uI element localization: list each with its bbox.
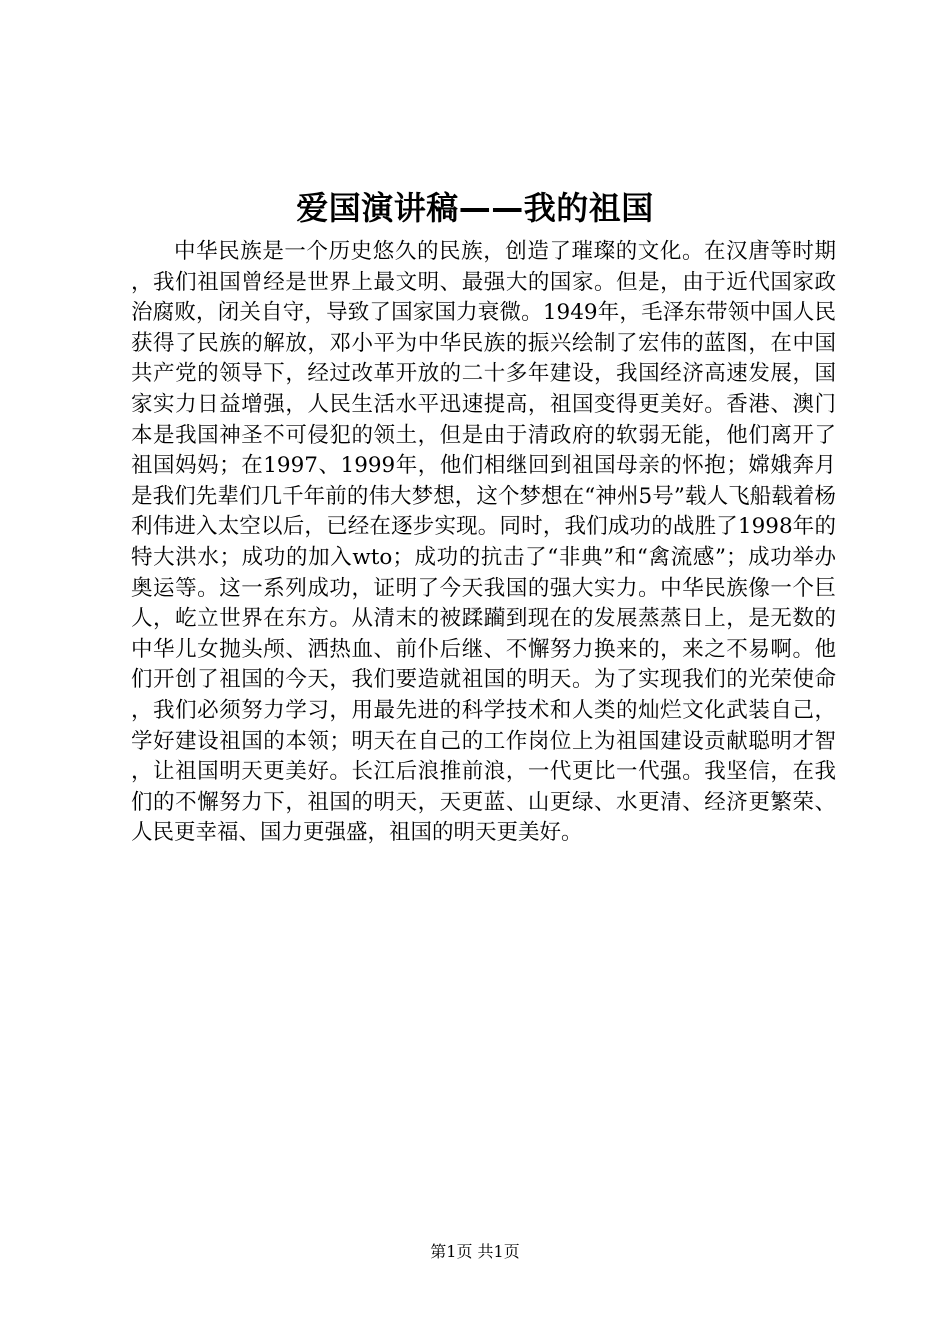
- page-indicator: 第1页 共1页: [430, 1242, 520, 1261]
- body-paragraph: 中华民族是一个历史悠久的民族，创造了璀璨的文化。在汉唐等时期，我们祖国曾经是世界上最文明、最强大的国家。但是，由于近代国家政治腐败，闭关自守，导致了国家国力衰微。1949年，毛泽东带领中国人民获得了民族的解放，邓小平为中华民族的振兴绘制了宏伟的蓝图，在中国共产党的领导下，经过改革开放的二十多年建设，我国经济高速发展，国家实力日益增强，人民生活水平迅速提高，祖国变得更美好。香港、澳门本是我国神圣不可侵犯的领土，但是由于清政府的软弱无能，他们离开了祖国妈妈；在1997、1999年，他们相继回到祖国母亲的怀抱；嫦娥奔月是我们先辈们几千年前的伟大梦想，这个梦想在“神州5号”载人飞船载着杨利伟进入太空以后，已经在逐步实现。同时，我们成功的战胜了1998年的特大洪水；成功的加入wto；成功的抗击了“非典”和“禽流感”；成功举办奥运等。这一系列成功，证明了今天我国的强大实力。中华民族像一个巨人，屹立世界在东方。从清末的被蹂躏到现在的发展蒸蒸日上，是无数的中华儿女抛头颅、洒热血、前仆后继、不懈努力换来的，来之不易啊。他们开创了祖国的今天，我们要造就祖国的明天。为了实现我们的光荣使命，我们必须努力学习，用最先进的科学技术和人类的灿烂文化武装自己，学好建设祖国的本领；明天在自己的工作岗位上为祖国建设贡献聪明才智，让祖国明天更美好。长江后浪推前浪，一代更比一代强。我坚信，在我们的不懈努力下，祖国的明天，天更蓝、山更绿、水更清、经济更繁荣、人民更幸福、国力更强盛，祖国的明天更美好。: [131, 239, 836, 846]
- document-title: 爱国演讲稿——我的祖国: [296, 189, 654, 227]
